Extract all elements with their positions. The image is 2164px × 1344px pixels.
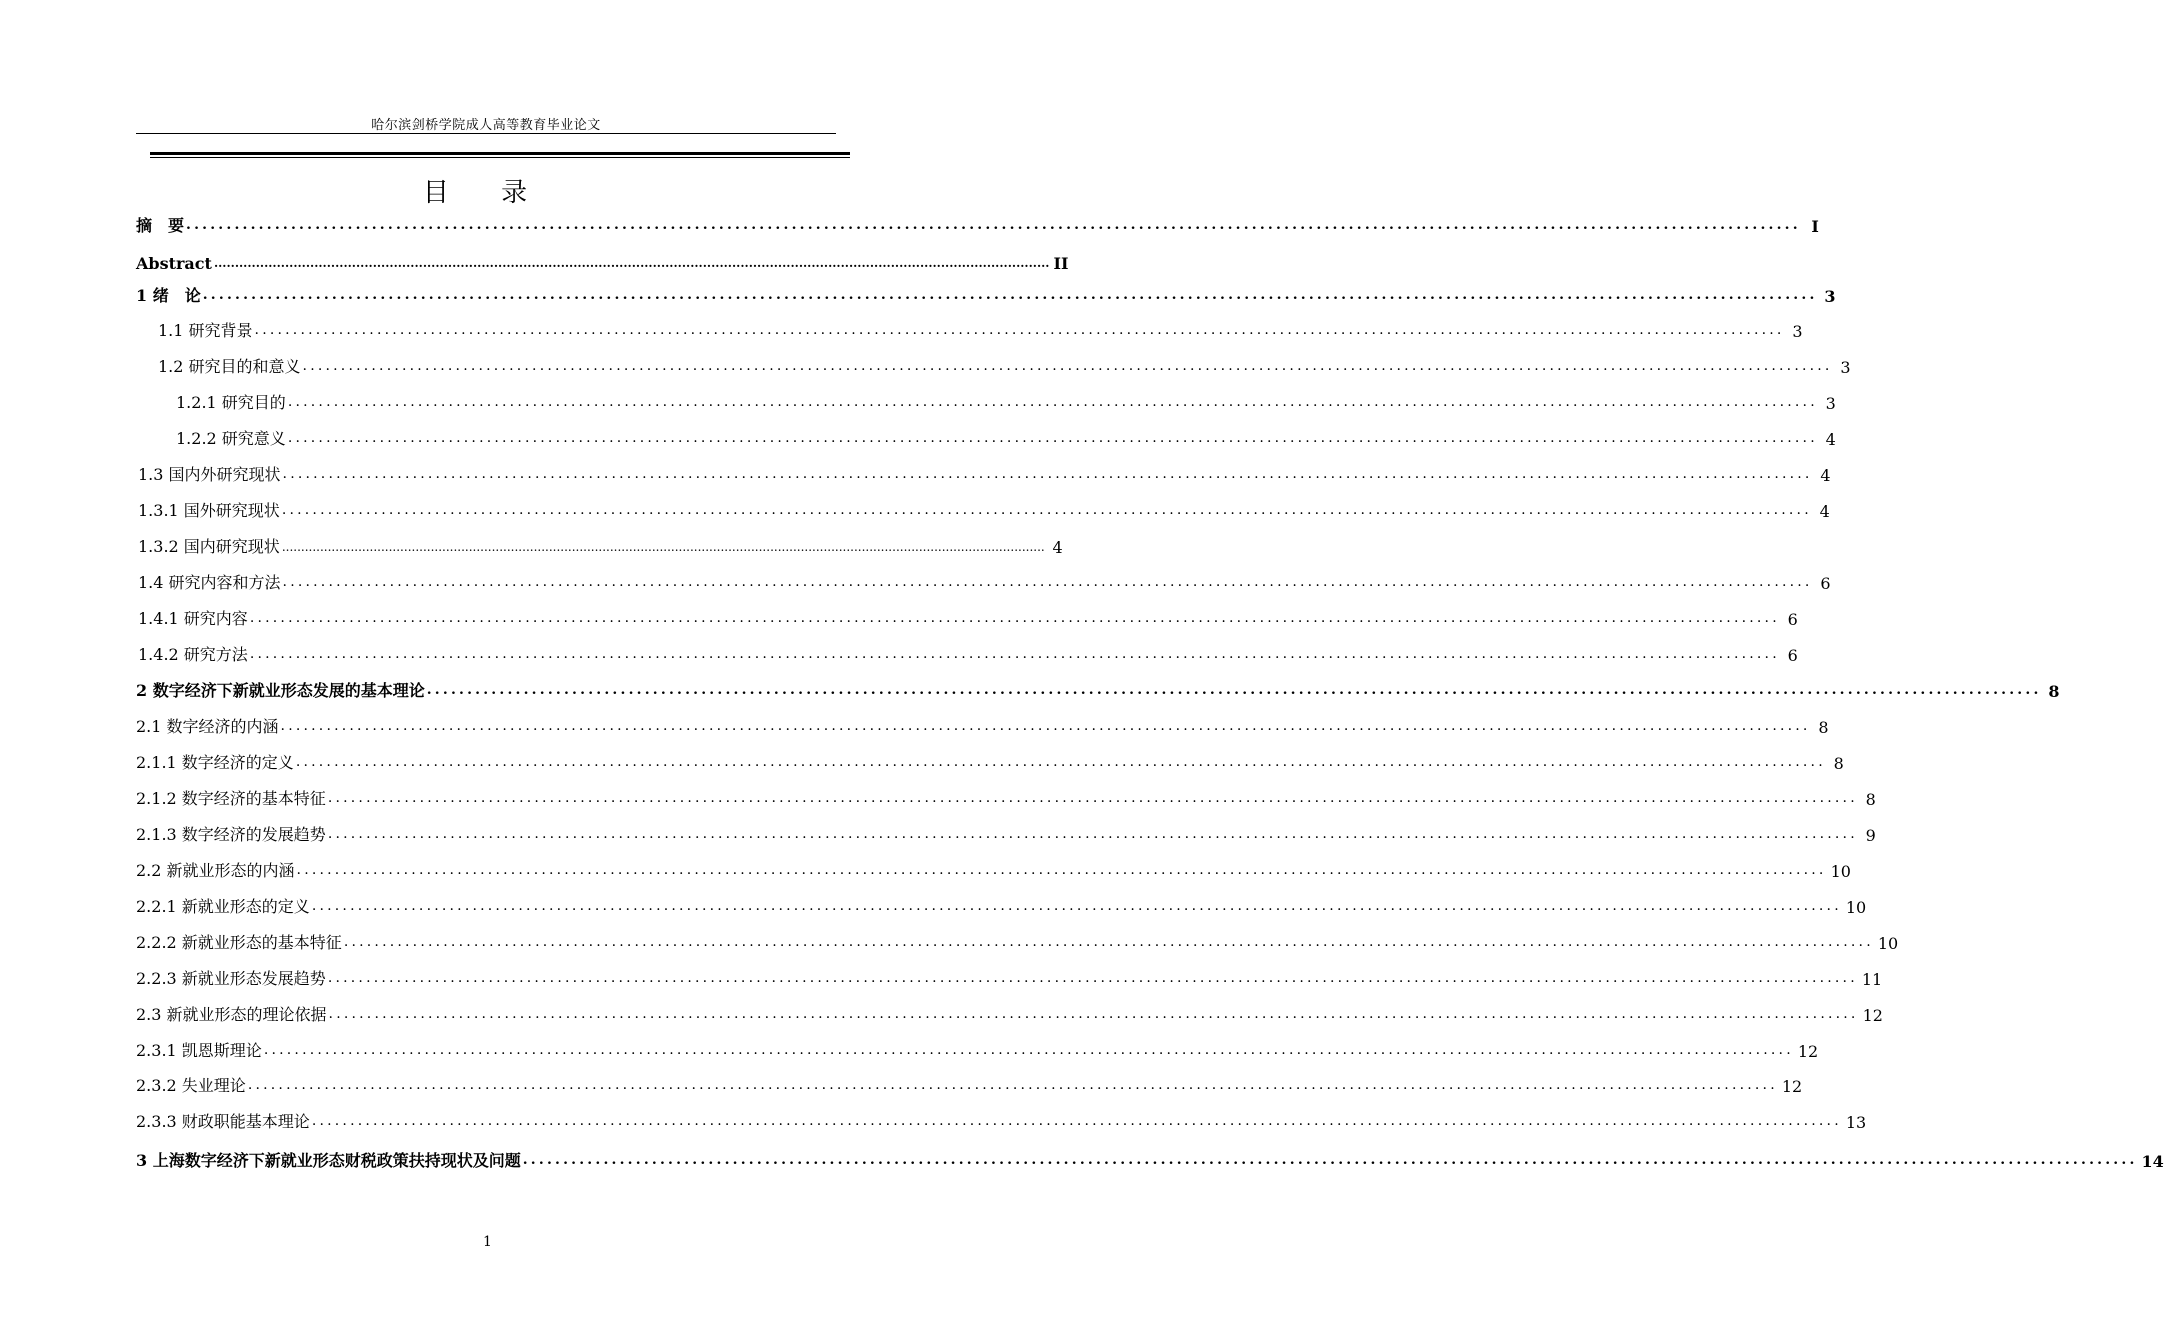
toc-entry-label: 2.1.1 数字经济的定义 — [136, 753, 294, 772]
toc-entry-label: 2.1.2 数字经济的基本特征 — [136, 789, 326, 808]
toc-entry — [136, 385, 1836, 413]
toc-entry-label: 3 上海数字经济下新就业形态财税政策扶持现状及问题 — [136, 1151, 521, 1170]
toc-dot-leader: ........................................................................................................................................................................................................ — [287, 430, 1818, 446]
toc-entry — [136, 997, 1883, 1025]
toc-entry-page: 12 — [1797, 1042, 1819, 1061]
toc-entry — [136, 1104, 1867, 1132]
toc-entry — [136, 278, 1836, 306]
toc-entry-label: 摘 要 — [136, 216, 185, 235]
toc-dot-leader: ........................................................................................................................................................................................................ — [327, 970, 1858, 986]
header-rule-thick — [150, 152, 850, 155]
toc-dot-leader: ........................................................................................................................................................................................................ — [282, 574, 1813, 590]
toc-dot-leader: ........................................................................................................................................................................................................ — [343, 934, 1874, 950]
toc-entry — [136, 208, 1819, 236]
toc-entry — [136, 493, 1830, 521]
running-header: 哈尔滨剑桥学院成人高等教育毕业论文 — [371, 118, 601, 133]
toc-entry-page: 4 — [1052, 538, 1063, 557]
toc-entry-page: 4 — [1819, 502, 1830, 521]
toc-entry — [136, 745, 1844, 773]
toc-entry-label: 2.3.2 失业理论 — [136, 1076, 246, 1095]
toc-entry-page: 6 — [1820, 574, 1831, 593]
toc-entry — [136, 673, 2060, 701]
toc-entry-label: 2.3.1 凯恩斯理论 — [136, 1041, 262, 1060]
toc-entry-label: 1.2 研究目的和意义 — [158, 357, 301, 376]
toc-entry — [136, 313, 1803, 341]
toc-entry-label: 1.3.1 国外研究现状 — [138, 501, 280, 520]
toc-dot-leader: ........................................................................................................................................................................................................ — [281, 540, 1045, 554]
toc-entry — [136, 637, 1798, 665]
header-underline — [136, 133, 836, 134]
toc-entry — [136, 245, 1069, 273]
toc-entry-page: 8 — [2048, 682, 2060, 701]
toc-dot-leader: ........................................................................................................................................................................................................ — [280, 718, 1811, 734]
toc-entry — [136, 889, 1867, 917]
toc-dot-leader: ........................................................................................................................................................................................................ — [522, 1152, 2138, 1168]
toc-entry-label: 1.2.1 研究目的 — [176, 393, 286, 412]
toc-entry — [136, 1033, 1819, 1061]
toc-entry-label: 1 绪 论 — [136, 286, 201, 305]
toc-entry — [136, 817, 1876, 845]
toc-entry-page: 8 — [1818, 718, 1829, 737]
toc-dot-leader: ........................................................................................................................................................................................................ — [426, 682, 2042, 698]
toc-entry-label: 1.4.2 研究方法 — [138, 645, 248, 664]
toc-entry-label: 2.2 新就业形态的内涵 — [136, 861, 295, 880]
toc-entry-label: 2.2.3 新就业形态发展趋势 — [136, 969, 326, 988]
toc-dot-leader: ........................................................................................................................................................................................................ — [254, 322, 1785, 338]
toc-dot-leader: ........................................................................................................................................................................................................ — [281, 502, 1812, 518]
toc-entry-page: 4 — [1825, 430, 1836, 449]
toc-entry — [136, 781, 1876, 809]
toc-entry-page: 3 — [1792, 322, 1803, 341]
toc-entry-label: 2.1.3 数字经济的发展趋势 — [136, 825, 326, 844]
toc-dot-leader: ........................................................................................................................................................................................................ — [295, 754, 1826, 770]
toc-entry-page: I — [1811, 217, 1819, 236]
toc-entry-label: 1.1 研究背景 — [158, 321, 253, 340]
toc-dot-leader: ........................................................................................................................................................................................................ — [213, 256, 1050, 270]
toc-title: 目 录 — [422, 178, 550, 208]
toc-entry-page: 4 — [1820, 466, 1831, 485]
toc-entry — [136, 961, 1883, 989]
header-rule-thin — [150, 157, 850, 158]
toc-dot-leader: ........................................................................................................................................................................................................ — [328, 1006, 1859, 1022]
toc-dot-leader: ........................................................................................................................................................................................................ — [311, 898, 1842, 914]
toc-entry — [136, 421, 1836, 449]
toc-entry-page: 8 — [1865, 790, 1876, 809]
toc-entry-page: 10 — [1845, 898, 1867, 917]
toc-entry-page: 11 — [1861, 970, 1883, 989]
toc-entry — [136, 709, 1829, 737]
toc-dot-leader: ........................................................................................................................................................................................................ — [282, 466, 1813, 482]
toc-entry-label: 1.3.2 国内研究现状 — [138, 537, 280, 556]
toc-entry — [136, 457, 1831, 485]
toc-entry-label: 1.4 研究内容和方法 — [138, 573, 281, 592]
toc-dot-leader: ........................................................................................................................................................................................................ — [327, 790, 1858, 806]
toc-dot-leader: ........................................................................................................................................................................................................ — [249, 610, 1780, 626]
toc-entry — [136, 601, 1798, 629]
toc-entry — [136, 565, 1831, 593]
toc-dot-leader: ........................................................................................................................................................................................................ — [296, 862, 1827, 878]
toc-entry-page: 10 — [1830, 862, 1851, 881]
page-number: 1 — [483, 1234, 492, 1250]
toc-entry-page: 12 — [1781, 1077, 1803, 1096]
toc-entry — [136, 853, 1851, 881]
toc-entry-page: 3 — [1840, 358, 1851, 377]
toc-entry-label: 1.4.1 研究内容 — [138, 609, 248, 628]
toc-entry-page: 6 — [1787, 610, 1798, 629]
toc-entry-label: 2.2.1 新就业形态的定义 — [136, 897, 310, 916]
toc-dot-leader: ........................................................................................................................................................................................................ — [263, 1042, 1794, 1058]
toc-entry — [136, 349, 1851, 377]
toc-entry-label: 1.2.2 研究意义 — [176, 429, 286, 448]
toc-entry-label: 2.1 数字经济的内涵 — [136, 717, 279, 736]
toc-entry-page: 3 — [1825, 394, 1836, 413]
toc-dot-leader: ........................................................................................................................................................................................................ — [202, 287, 1818, 303]
toc-dot-leader: ........................................................................................................................................................................................................ — [327, 826, 1858, 842]
toc-entry-label: Abstract — [136, 254, 212, 273]
toc-entry-page: 9 — [1865, 826, 1876, 845]
toc-entry-page: 10 — [1877, 934, 1899, 953]
toc-entry-label: 1.3 国内外研究现状 — [138, 465, 281, 484]
toc-entry-label: 2 数字经济下新就业形态发展的基本理论 — [136, 681, 425, 700]
toc-entry-page: II — [1053, 254, 1069, 273]
toc-entry-label: 2.3.3 财政职能基本理论 — [136, 1112, 310, 1131]
toc-entry-page: 13 — [1845, 1113, 1867, 1132]
toc-dot-leader: ........................................................................................................................................................................................................ — [186, 217, 1801, 233]
toc-entry-page: 14 — [2141, 1152, 2164, 1171]
toc-entry-label: 2.2.2 新就业形态的基本特征 — [136, 933, 342, 952]
toc-dot-leader: ........................................................................................................................................................................................................ — [287, 394, 1818, 410]
toc-entry — [136, 1068, 1803, 1096]
toc-entry — [136, 529, 1063, 557]
toc-dot-leader: ........................................................................................................................................................................................................ — [249, 646, 1780, 662]
toc-dot-leader: ........................................................................................................................................................................................................ — [247, 1077, 1778, 1093]
toc-dot-leader: ........................................................................................................................................................................................................ — [311, 1113, 1842, 1129]
toc-entry — [136, 1143, 2164, 1171]
toc-entry — [136, 925, 1899, 953]
toc-entry-page: 12 — [1862, 1006, 1883, 1025]
toc-dot-leader: ........................................................................................................................................................................................................ — [302, 358, 1833, 374]
toc-entry-label: 2.3 新就业形态的理论依据 — [136, 1005, 327, 1024]
toc-entry-page: 6 — [1787, 646, 1798, 665]
toc-entry-page: 8 — [1833, 754, 1844, 773]
toc-entry-page: 3 — [1824, 287, 1836, 306]
